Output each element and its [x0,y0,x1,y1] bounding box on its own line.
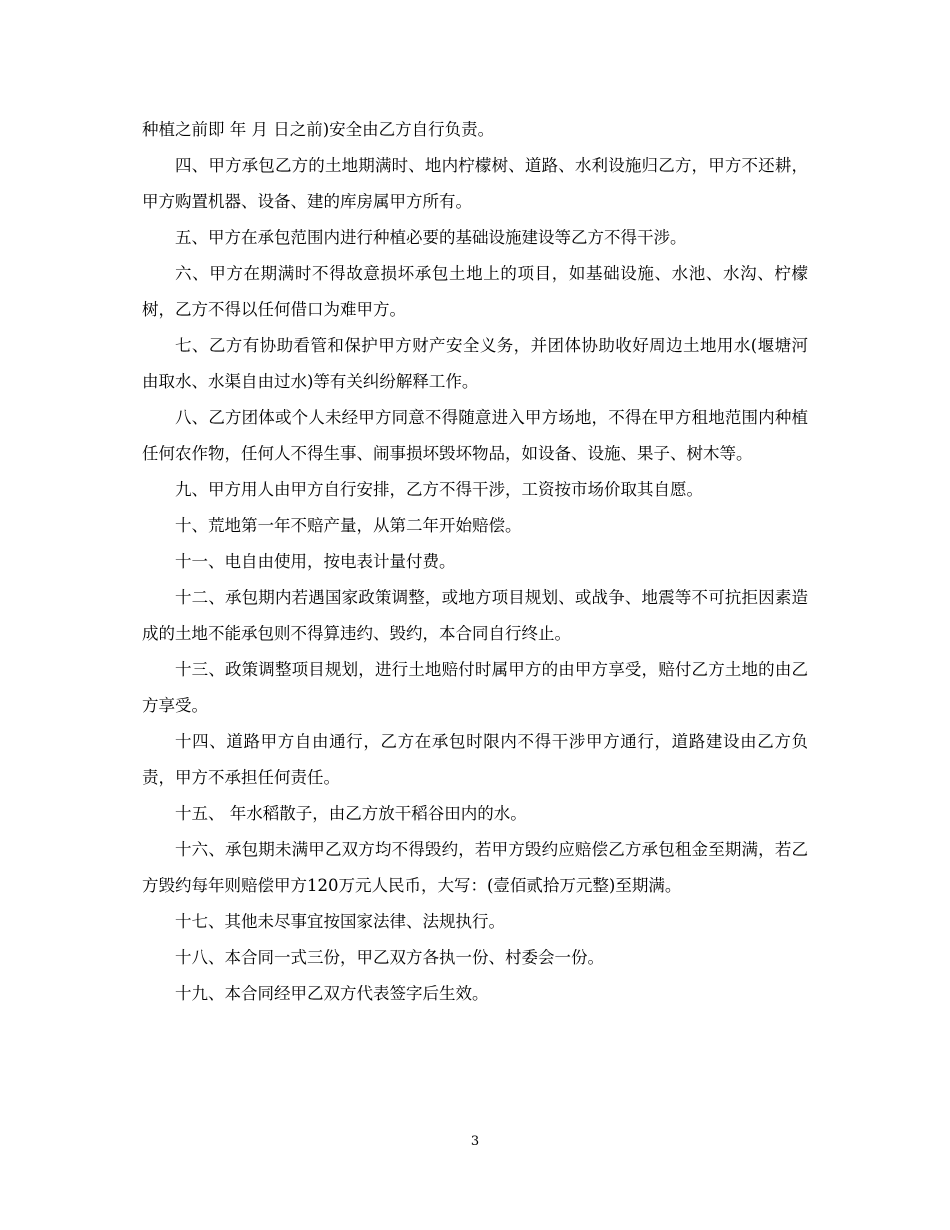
clause-16: 十六、承包期未满甲乙双方均不得毁约，若甲方毁约应赔偿乙方承包租金至期满，若乙方毁约每年则赔偿甲方120万元人民币，大写：(壹佰贰拾万元整)至期满。 [142,840,808,895]
contract-body [142,112,808,1012]
clause-18: 十八、本合同一式三份，甲乙双方各执一份、村委会一份。 [175,948,604,967]
clause-12: 十二、承包期内若遇国家政策调整，或地方项目规划、或战争、地震等不可抗拒因素造成的土地不能承包则不得算违约、毁约，本合同自行终止。 [142,588,808,643]
clause-13: 十三、政策调整项目规划，进行土地赔付时属甲方的由甲方享受，赔付乙方土地的由乙方享受。 [142,660,808,715]
clause-11: 十一、电自由使用，按电表计量付费。 [175,552,456,571]
clause-17: 十七、其他未尽事宜按国家法律、法规执行。 [175,912,505,931]
paragraph-continuation: 种植之前即 年 月 日之前)安全由乙方自行负责。 [142,120,495,139]
clause-8: 八、乙方团体或个人未经甲方同意不得随意进入甲方场地，不得在甲方租地范围内种植任何农作物，任何人不得生事、闹事损坏毁坏物品，如设备、设施、果子、树木等。 [142,408,808,463]
page-number: 3 [470,1134,480,1149]
clause-5: 五、甲方在承包范围内进行种植必要的基础设施建设等乙方不得干涉。 [175,228,687,247]
clause-4: 四、甲方承包乙方的土地期满时、地内柠檬树、道路、水利设施归乙方，甲方不还耕，甲方购置机器、设备、建的库房属甲方所有。 [142,156,808,211]
clause-10: 十、荒地第一年不赔产量，从第二年开始赔偿。 [175,516,522,535]
clause-14: 十四、道路甲方自由通行，乙方在承包时限内不得干涉甲方通行，道路建设由乙方负责，甲方不承担任何责任。 [142,732,808,787]
clause-15: 十五、 年水稻散子，由乙方放干稻谷田内的水。 [175,804,527,823]
clause-7: 七、乙方有协助看管和保护甲方财产安全义务，并团体协助收好周边土地用水(堰塘河由取水、水渠自由过水)等有关纠纷解释工作。 [142,336,808,391]
clause-19: 十九、本合同经甲乙双方代表签字后生效。 [175,984,489,1003]
clause-6: 六、甲方在期满时不得故意损坏承包土地上的项目，如基础设施、水池、水沟、柠檬树，乙方不得以任何借口为难甲方。 [142,264,808,319]
clause-9: 九、甲方用人由甲方自行安排，乙方不得干涉，工资按市场价取其自愿。 [175,480,703,499]
